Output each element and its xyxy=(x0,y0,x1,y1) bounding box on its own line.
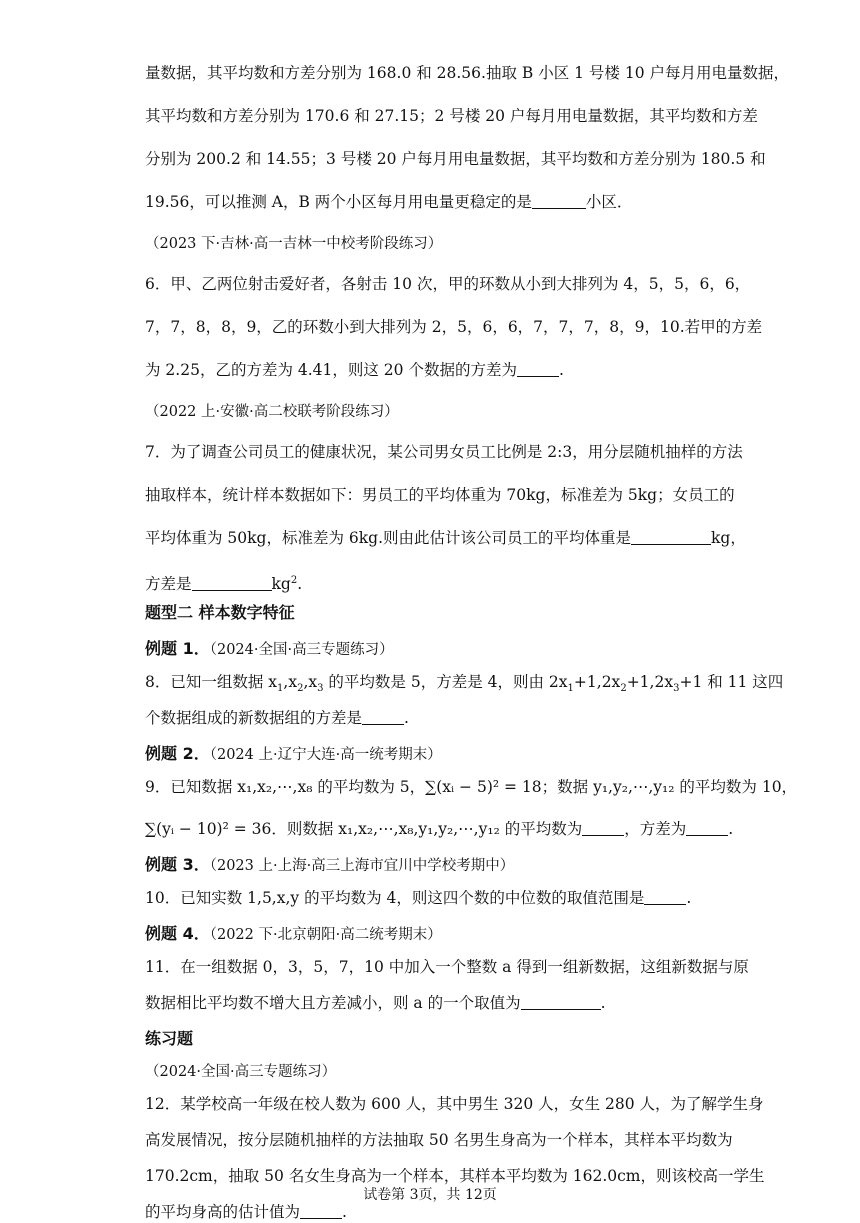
question-6: 6．甲、乙两位射击爱好者，各射击 10 次，甲的环数从小到大排列为 4，5，5，6，6， xyxy=(145,275,751,293)
question-11: 11．在一组数据 0，3，5，7，10 中加入一个整数 a 得到一组新数据，这组新数据与原 xyxy=(145,958,749,976)
answer-blank xyxy=(582,819,624,836)
answer-blank xyxy=(686,819,728,836)
example-heading: 例题 2．（2024 上·辽宁大连·高一统考期末） xyxy=(145,744,442,763)
question-7-line: 平均体重为 50kg，标准差为 6kg.则由此估计该公司员工的平均体重是 kg， xyxy=(145,529,746,547)
example-heading: 例题 1．（2024·全国·高三专题练习） xyxy=(145,639,394,658)
source-note: （2024·全国·高三专题练习） xyxy=(145,1064,337,1080)
question-6-line: 为 2.25，乙的方差为 4.41，则这 20 个数据的方差为 . xyxy=(145,361,564,379)
question-12-line: 的平均身高的估计值为 . xyxy=(145,1203,347,1221)
page-footer: 试卷第 3页，共 12页 xyxy=(363,1187,497,1203)
text-line: 19.56，可以推测 A，B 两个小区每月用电量更稳定的是 小区． xyxy=(145,193,633,211)
section-heading: 题型二 样本数字特征 xyxy=(145,603,295,622)
answer-blank xyxy=(517,360,559,377)
question-7-line: 方差是 $kg^2$. xyxy=(145,575,303,594)
question-11-line: 数据相比平均数不增大且方差减小，则 a 的一个取值为 . xyxy=(145,994,606,1012)
question-6-line: 7，7，8，8，9，乙的环数小到大排列为 2，5，6，6，7，7，7，8，9，10.若甲的方差 xyxy=(145,318,763,336)
question-9-line: ∑(yᵢ − 10)² = 36．则数据 x₁,x₂,⋯,x₈,y₁,y₂,⋯,y₁₂ 的平均数为 ，方差为 . xyxy=(145,820,734,838)
question-8-line: 个数据组成的新数据组的方差是 . xyxy=(145,709,409,727)
question-12-line: 高发展情况，按分层随机抽样的方法抽取 50 名男生身高为一个样本，其样本平均数为 xyxy=(145,1131,733,1149)
text-line: 量数据，其平均数和方差分别为 168.0 和 28.56.抽取 B 小区 1 号楼 10 户每月用电量数据， xyxy=(145,64,789,82)
answer-blank xyxy=(644,888,686,905)
question-12-line: 170.2cm，抽取 50 名女生身高为一个样本，其样本平均数为 162.0cm，则该校高一学生 xyxy=(145,1167,765,1185)
answer-blank xyxy=(521,993,601,1010)
answer-blank xyxy=(192,574,272,591)
question-12: 12．某学校高一年级在校人数为 600 人，其中男生 320 人，女生 280 人，为了解学生身 xyxy=(145,1095,764,1113)
answer-blank xyxy=(631,528,711,545)
question-7-line: 抽取样本，统计样本数据如下：男员工的平均体重为 70kg，标准差为 5kg；女员工的 xyxy=(145,486,735,504)
answer-blank xyxy=(300,1202,342,1219)
text-line: 其平均数和方差分别为 170.6 和 27.15；2 号楼 20 户每月用电量数据，其平均数和方差 xyxy=(145,107,758,125)
question-9: 9．已知数据 x₁,x₂,⋯,x₈ 的平均数为 5，∑(xᵢ − 5)² = 18；数据 y₁,y₂,⋯,y₁₂ 的平均数为 10， xyxy=(145,778,798,796)
example-heading: 例题 3．（2023 上·上海·高三上海市宜川中学校考期中） xyxy=(145,855,515,874)
example-heading: 例题 4．（2022 下·北京朝阳·高二统考期末） xyxy=(145,924,442,943)
source-note: （2023 下·吉林·高一吉林一中校考阶段练习） xyxy=(145,236,443,252)
text-line: 分别为 200.2 和 14.55；3 号楼 20 户每月用电量数据，其平均数和方差分别为 180.5 和 xyxy=(145,150,766,168)
question-8: 8．已知一组数据 $x_1,x_2,x_3$ 的平均数是 5，方差是 4，则由 $2x_1+1,2x_2+1,2x_3+1$ 和 11 这四 xyxy=(145,673,784,695)
question-10: 10．已知实数 1,5,x,y 的平均数为 4，则这四个数的中位数的取值范围是 . xyxy=(145,889,692,907)
answer-blank xyxy=(362,708,404,725)
answer-blank xyxy=(532,192,586,209)
source-note: （2022 上·安徽·高二校联考阶段练习） xyxy=(145,404,399,420)
practice-heading: 练习题 xyxy=(145,1029,194,1048)
question-7: 7．为了调查公司员工的健康状况，某公司男女员工比例是 2:3，用分层随机抽样的方法 xyxy=(145,443,743,461)
